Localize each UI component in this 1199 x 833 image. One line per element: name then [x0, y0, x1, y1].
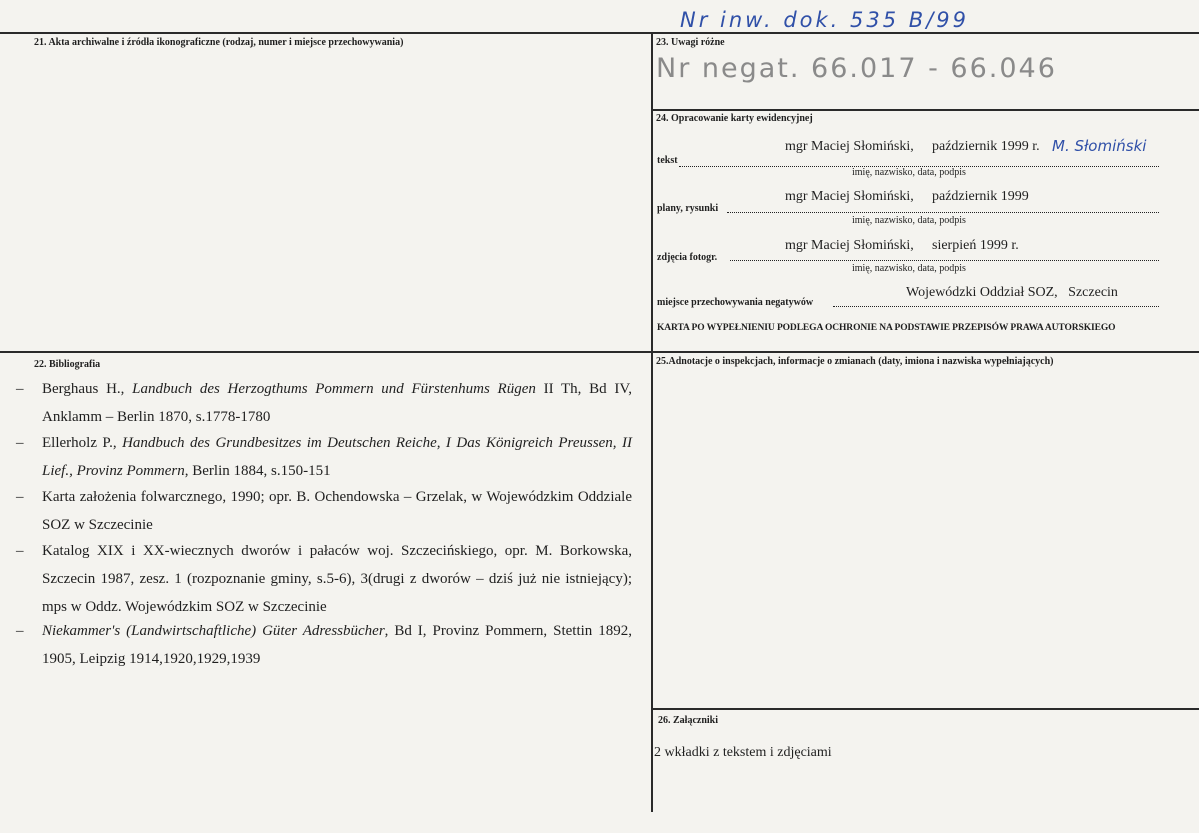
section-24-heading: 24. Opracowanie karty ewidencyjnej	[656, 113, 813, 124]
divider-upper-lower	[0, 351, 1199, 353]
copyright-notice: KARTA PO WYPEŁNIENIU PODLEGA OCHRONIE NA PODSTAWIE PRZEPISÓW PRAWA AUTORSKIEGO	[657, 323, 1116, 333]
section-23-heading: 23. Uwagi różne	[656, 37, 725, 48]
top-border	[0, 32, 1199, 34]
entry-title: Niekammer's (Landwirtschaftliche) Güter Adressbücher	[42, 623, 385, 639]
photos-author-name: mgr Maciej Słomiński,	[785, 238, 914, 253]
entry-details: , Berlin 1884, s.150-151	[184, 463, 331, 479]
list-dash: –	[16, 381, 24, 397]
bibliography-entry	[16, 537, 632, 621]
text-author-date: październik 1999 r.	[932, 139, 1040, 154]
bibliography-entry	[16, 375, 632, 431]
section-25-heading: 25.Adnotacje o inspekcjach, informacje o zmianach (daty, imiona i nazwiska wypełniających)	[656, 356, 1054, 367]
text-author-name: mgr Maciej Słomiński,	[785, 139, 914, 154]
photos-author-label: zdjęcia fotogr.	[657, 252, 718, 263]
bibliography-entry	[16, 483, 632, 539]
entry-details: Karta założenia folwarcznego, 1990; opr. B. Ochendowska – Grzelak, w Wojewódzkim Oddziale SOZ w Szczecinie	[42, 489, 632, 533]
plans-author-caption: imię, nazwisko, data, podpis	[852, 215, 966, 226]
center-divider	[651, 32, 653, 812]
text-author-caption: imię, nazwisko, data, podpis	[852, 167, 966, 178]
entry-author: Berghaus H.,	[42, 381, 133, 397]
entry-details: , Bd I, Provinz Pommern, Stettin 1892, 1905, Leipzig 1914,1920,1929,1939	[42, 623, 632, 667]
divider-25-26	[651, 708, 1199, 710]
entry-details: Katalog XIX i XX-wiecznych dworów i pałaców woj. Szczecińskiego, opr. M. Borkowska, Szczecin 1987, zesz. 1 (rozpoznanie gminy, s.5-6), 3(drugi z dworów – dziś już nie istniejący); mps w Oddz. Wojewódzkim SOZ w Szczecinie	[42, 543, 632, 615]
bibliography-entry	[16, 617, 632, 673]
text-author-label: tekst	[657, 155, 678, 166]
entry-title: Handbuch des Grundbesitzes im Deutschen Reiche, I Das Königreich Preussen, II Lief., Provinz Pommern	[42, 435, 632, 479]
section-26-heading: 26. Załączniki	[658, 715, 719, 726]
photos-author-date: sierpień 1999 r.	[932, 238, 1019, 253]
section-21-heading: 21. Akta archiwalne i źródła ikonograficzne (rodzaj, numer i miejsce przechowywania)	[34, 37, 404, 48]
attachments-content: 2 wkładki z tekstem i zdjęciami	[654, 745, 832, 760]
bibliography-entry	[16, 429, 632, 485]
photos-author-caption: imię, nazwisko, data, podpis	[852, 263, 966, 274]
list-dash: –	[16, 543, 24, 559]
entry-title: Landbuch des Herzogthums Pommern und Fürstenhums Rügen	[132, 381, 536, 397]
plans-author-name: mgr Maciej Słomiński,	[785, 189, 914, 204]
list-dash: –	[16, 623, 24, 639]
negatives-storage-line	[833, 306, 1159, 307]
negatives-storage-value: Wojewódzki Oddział SOZ, Szczecin	[906, 285, 1118, 300]
list-dash: –	[16, 435, 24, 451]
divider-23-24	[651, 109, 1199, 111]
section-22-heading: 22. Bibliografia	[34, 359, 101, 370]
photos-author-line	[730, 260, 1159, 261]
negatives-storage-label: miejsce przechowywania negatywów	[657, 297, 814, 308]
list-dash: –	[16, 489, 24, 505]
plans-author-line	[727, 212, 1159, 213]
negative-numbers-handwritten: Nr negat. 66.017 - 66.046	[656, 53, 1057, 84]
inventory-note: Nr inw. dok. 535 B/99	[680, 8, 969, 32]
entry-author: Ellerholz P.,	[42, 435, 123, 451]
plans-author-label: plany, rysunki	[657, 203, 719, 214]
text-author-signature: M. Słomiński	[1052, 137, 1147, 155]
entry-details: II Th, Bd IV, Anklamm – Berlin 1870, s.1778-1780	[42, 381, 632, 425]
plans-author-date: październik 1999	[932, 189, 1029, 204]
